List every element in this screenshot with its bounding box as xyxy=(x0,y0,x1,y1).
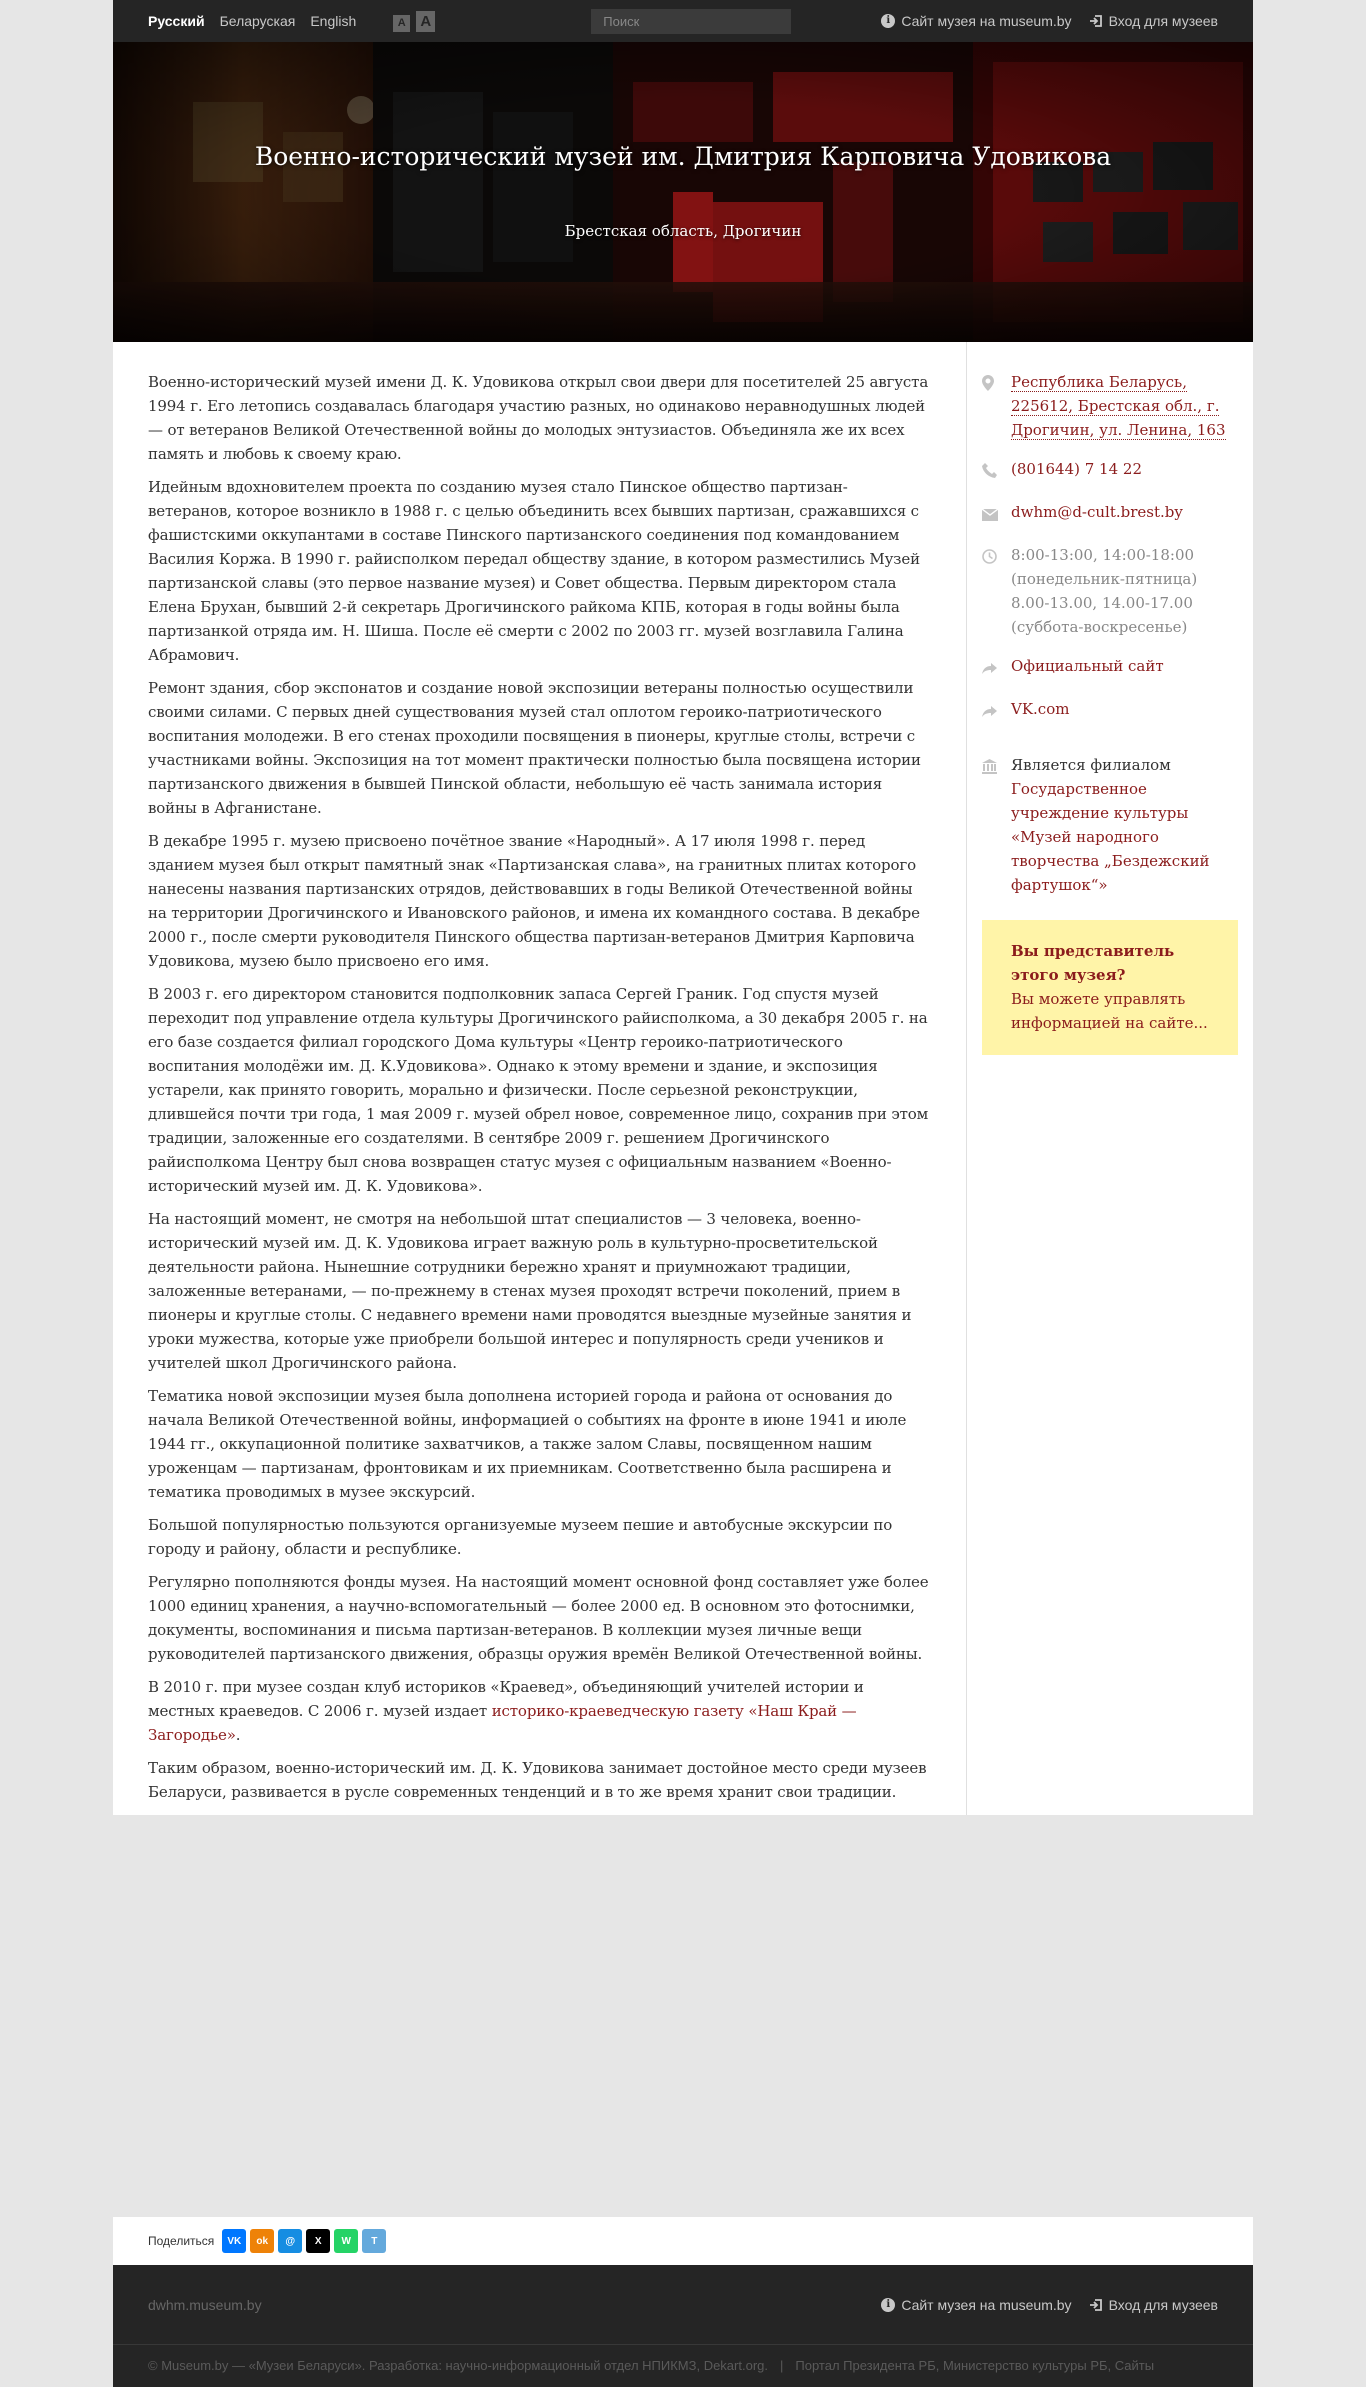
address-row xyxy=(982,370,1238,442)
language-switcher xyxy=(148,13,356,29)
museum-title: Военно-исторический музей им. Дмитрия Карповича Удовикова xyxy=(254,142,1112,171)
hours-weekend: 8.00-13.00, 14.00-17.00 xyxy=(1011,594,1193,612)
article-paragraph: В 2003 г. его директором становится подполковник запаса Сергей Граник. Год спустя музей переходит под управление отдела культуры Дрогичинского райисполкома, а 30 декабря 2005 г. на его базе создается филиал городского Дома культуры «Центр героико-патриотического воспитания молодёжи им. Д. К.Удовикова». Однако к этому времени и здание, и экспозиция устарели, как принято говорить, морально и физически. После серьезной реконструкции, длившейся почти три года, 1 мая 2009 г. музей обрел новое, современное лицо, сохранив при этом традиции, заложенные его создателями. В сентябре 2009 г. решением Дрогичинского райисполкома Центру был снова возвращен статус музея с официальным названием «Военно-исторический музей им. Д. К. Удовикова». xyxy=(148,985,929,1195)
top-bar xyxy=(113,0,1253,42)
hours-row xyxy=(982,543,1238,639)
hours-weekdays: 8:00-13:00, 14:00-18:00 xyxy=(1011,546,1195,564)
article-paragraph: Ремонт здания, сбор экспонатов и создание новой экспозиции ветераны полностью осуществили своими силами. С первых дней существования музей стал оплотом героико-патриотического воспитания молодежи. В его стенах проходили посвящения в пионеры, круглые столы, встречи с участниками войны. Экспозиция на тот момент практически полностью была посвящена истории партизанского движения в бывшей Пинской области, небольшую её часть занимала история войны в Афганистане. xyxy=(148,679,921,817)
branch-row xyxy=(982,753,1238,897)
hours-weekend-note: (суббота-воскресенье) xyxy=(1011,618,1188,636)
newspaper-link[interactable]: историко-краеведческую газету «Наш Край — Загородье» xyxy=(148,1702,857,1744)
footer-separator: | xyxy=(780,2358,784,2373)
copyright: © Museum.by — «Музеи Беларуси». Разработка: научно-информационный отдел НПИКМЗ, Dekart.org. xyxy=(148,2358,768,2373)
login-icon xyxy=(1089,2298,1103,2312)
footer-museum-site-label: Сайт музея на museum.by xyxy=(901,2296,1072,2313)
search-input[interactable] xyxy=(591,9,791,34)
vk-row xyxy=(982,697,1238,725)
museum-site-link-label: Сайт музея на museum.by xyxy=(901,13,1072,29)
share-arrow-icon xyxy=(982,654,1011,682)
phone-link[interactable]: (801644) 7 14 22 xyxy=(1011,460,1142,478)
email-link[interactable]: dwhm@d-cult.brest.by xyxy=(1011,503,1183,521)
official-site-link[interactable]: Официальный сайт xyxy=(1011,657,1164,675)
phone-icon xyxy=(982,457,1011,485)
map-pin-icon xyxy=(982,370,1011,442)
article-paragraph: На настоящий момент, не смотря на небольшой штат специалистов — 3 человека, военно-исторический музей им. Д. К. Удовикова играет важную роль в культурно-просветительской деятельности района. Нынешние сотрудники бережно хранят и приумножают традиции, заложенные ветеранами, — по-прежнему в стенах музея проходят встречи поколений, прием в пионеры и круглые столы. С недавнего времени нами проводятся выездные музейные занятия и уроки мужества, которые уже приобрели большой интерес и популярность среди учеников и учителей школ Дрогичинского района. xyxy=(148,1210,912,1372)
museum-site-link[interactable] xyxy=(881,13,1071,29)
institution-icon xyxy=(982,753,1011,897)
article-paragraph: Тематика новой экспозиции музея была дополнена историей города и района от основания до начала Великой Отечественной войны, информацией о событиях на фронте в июне 1941 и июле 1944 гг., оккупационной политике захватчиков, а также залом Славы, посвященном нашим уроженцам — партизанам, фронтовикам и их приемникам. Соответственно была расширена и тематика проводимых в музее экскурсий. xyxy=(148,1387,907,1501)
share-vk-button[interactable]: VK xyxy=(222,2229,246,2253)
login-icon xyxy=(1089,14,1103,28)
lang-english[interactable]: English xyxy=(310,13,357,29)
info-icon: i xyxy=(881,14,895,28)
share-whatsapp-button[interactable]: W xyxy=(334,2229,358,2253)
phone-row xyxy=(982,457,1238,485)
branch-title: Является филиалом xyxy=(1011,756,1171,774)
info-icon: i xyxy=(881,2298,895,2312)
representative-question: Вы представитель этого музея? xyxy=(1011,942,1175,984)
login-link[interactable] xyxy=(1089,13,1218,29)
article-text: В 2010 г. при музее создан клуб историков «Краевед», объединяющий учителей истории и местных краеведов. С 2006 г. музей издает xyxy=(148,1678,864,1720)
hero-banner xyxy=(113,42,1253,342)
official-site-row xyxy=(982,654,1238,682)
address-link[interactable]: Республика Беларусь, 225612, Брестская обл., г. Дрогичин, ул. Ленина, 163 xyxy=(1011,373,1226,439)
manage-info-link[interactable]: Вы можете управлять информацией на сайте... xyxy=(1011,990,1208,1032)
footer-login-label: Вход для музеев xyxy=(1108,2296,1218,2313)
share-moimir-button[interactable]: @ xyxy=(278,2229,302,2253)
article-paragraph: В декабре 1995 г. музею присвоено почётное звание «Народный». А 17 июля 1998 г. перед зданием музея был открыт памятный знак «Партизанская слава», на гранитных плитах которого нанесены названия партизанских отрядов, действовавших в годы Великой Отечественной войны на территории Дрогичинского и Ивановского районов, и имена их командного состава. В декабре 2000 г., после смерти руководителя Пинского общества партизан-ветеранов Дмитрия Карповича Удовикова, музею было присвоено его имя. xyxy=(148,832,920,970)
opening-hours xyxy=(1011,543,1197,639)
hours-weekdays-note: (понедельник-пятница) xyxy=(1011,570,1198,588)
article-text: . xyxy=(235,1726,241,1744)
share-telegram-button[interactable]: T xyxy=(362,2229,386,2253)
hero-background-image xyxy=(113,42,1253,342)
article-paragraph: Военно-исторический музей имени Д. К. Удовикова открыл свои двери для посетителей 25 августа 1994 г. Его летопись создавалась благодаря участию разных, но одинаково неравнодушных людей — от ветеранов Великой Отечественной войны до молодых энтузиастов. Объединяла же их всех память и любовь к своему краю. xyxy=(148,373,929,463)
share-bar xyxy=(113,2217,1253,2265)
footer-login-link[interactable] xyxy=(1089,2297,1218,2313)
share-odnoklassniki-button[interactable]: ok xyxy=(250,2229,274,2253)
article xyxy=(113,342,967,1815)
footer-museum-site-link[interactable] xyxy=(881,2297,1071,2313)
museum-location: Брестская область, Дрогичин xyxy=(564,222,802,240)
footer-bottom xyxy=(113,2345,1253,2373)
lang-belarusian[interactable]: Беларуская xyxy=(219,13,296,29)
article-paragraph: Идейным вдохновителем проекта по созданию музея стало Пинское общество партизан-ветеранов, которое возникло в 1988 г. с целью объединить всех бывших партизан, сражавшихся с фашистскими оккупантами в составе Пинского партизанского соединения под командованием Василия Коржа. В 1990 г. райисполком передал обществу здание, в котором разместились Музей партизанской славы (это первое название музея) и Совет общества. Первым директором стала Елена Брухан, бывший 2-й секретарь Дрогичинского райкома КПБ, которая в годы войны была партизанкой отряда им. Н. Шиша. После её смерти с 2002 по 2003 гг. музей возглавила Галина Абрамович. xyxy=(148,478,920,664)
font-size-switcher xyxy=(393,11,435,32)
vk-link[interactable]: VK.com xyxy=(1011,700,1070,718)
share-buttons xyxy=(218,2229,386,2253)
share-arrow-icon xyxy=(982,697,1011,725)
font-large-button[interactable]: A xyxy=(416,11,435,32)
share-label: Поделиться xyxy=(148,2234,215,2248)
clock-icon xyxy=(982,543,1011,639)
article-paragraph xyxy=(148,1675,931,1747)
login-link-label: Вход для музеев xyxy=(1108,13,1218,29)
footer-links xyxy=(881,2297,1218,2313)
footer-external-links[interactable]: Портал Президента РБ, Министерство культуры РБ, Сайты xyxy=(795,2358,1155,2373)
share-x-button[interactable]: X xyxy=(306,2229,330,2253)
article-paragraph: Таким образом, военно-исторический им. Д. К. Удовикова занимает достойное место среди музеев Беларуси, развивается в русле современных тенденций и в то же время хранит свои традиции. xyxy=(148,1759,927,1801)
email-row xyxy=(982,500,1238,528)
footer xyxy=(113,2265,1253,2387)
parent-museum-link[interactable]: Государственное учреждение культуры «Музей народного творчества „Бездежский фартушок“» xyxy=(1011,780,1210,894)
footer-top xyxy=(113,2265,1253,2345)
envelope-icon xyxy=(982,500,1011,528)
article-paragraph: Регулярно пополняются фонды музея. На настоящий момент основной фонд составляет уже более 1000 единиц хранения, а научно-вспомогательный — более 2000 ед. В основном это фотоснимки, документы, воспоминания и письма партизан-ветеранов. В коллекции музея личные вещи руководителей партизанского движения, образцы оружия времён Великой Отечественной войны. xyxy=(148,1573,929,1663)
article-paragraph: Большой популярностью пользуются организуемые музеем пешие и автобусные экскурсии по городу и району, области и республике. xyxy=(148,1516,893,1558)
main-content xyxy=(113,342,1253,1815)
sidebar xyxy=(967,342,1253,1815)
top-links xyxy=(881,13,1218,29)
footer-domain-link[interactable]: dwhm.museum.by xyxy=(148,2296,262,2313)
lang-russian[interactable]: Русский xyxy=(148,13,205,29)
representative-box[interactable] xyxy=(982,920,1238,1055)
font-small-button[interactable]: A xyxy=(393,15,410,32)
